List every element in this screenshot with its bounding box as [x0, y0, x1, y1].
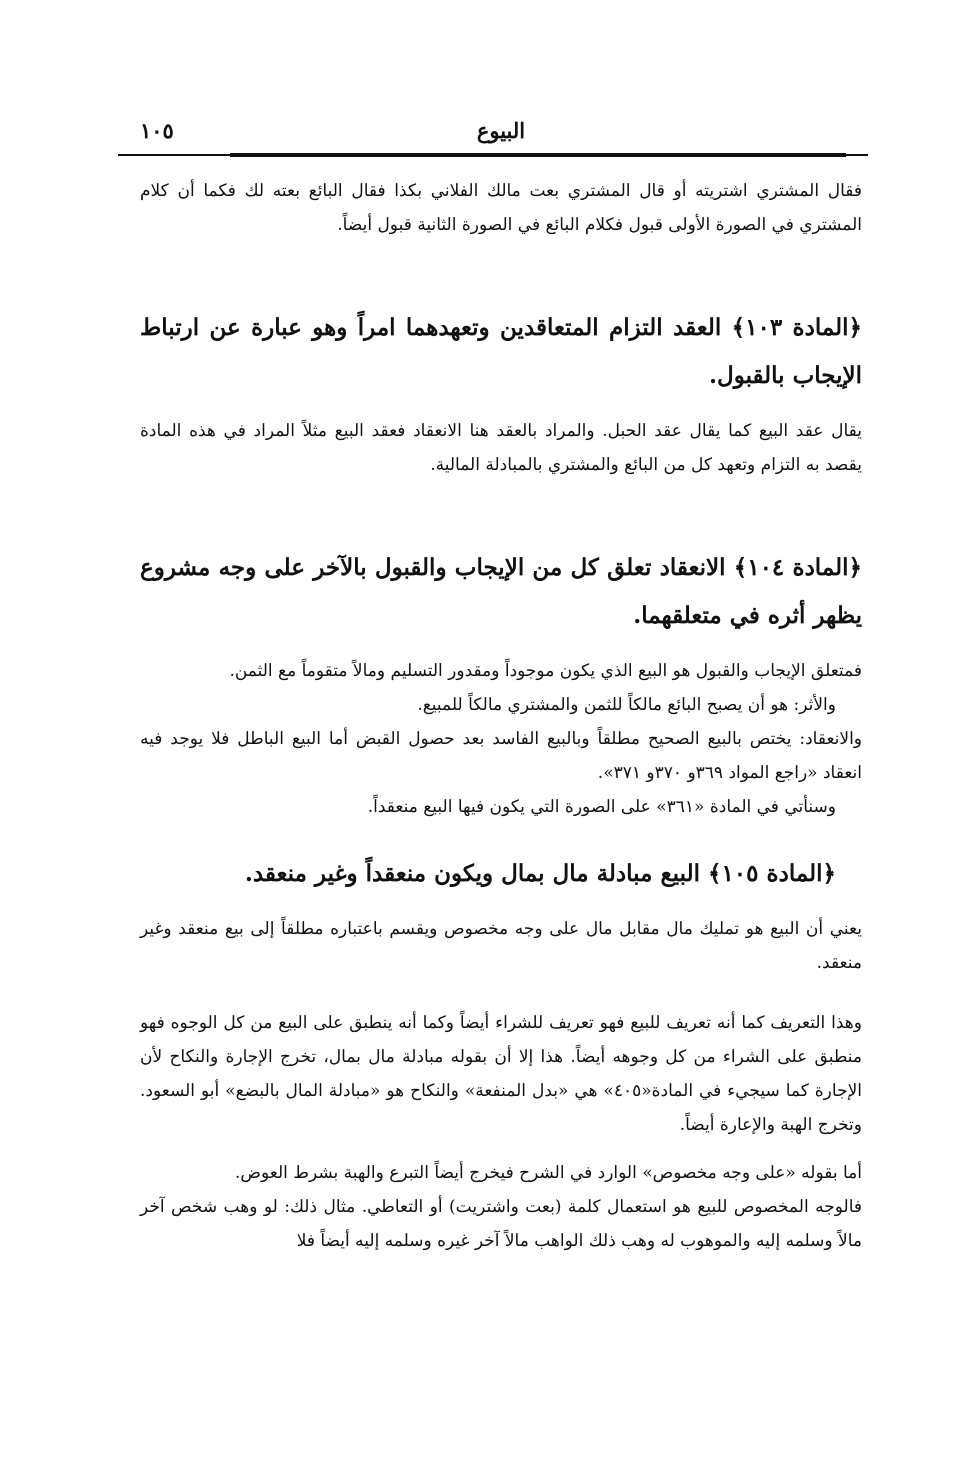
- paragraph-article-104-reference: وسنأتي في المادة «٣٦١» على الصورة التي يكون فيها البيع منعقداً.: [367, 797, 836, 817]
- spacer: [140, 400, 862, 414]
- spacer: [140, 980, 862, 1006]
- paragraph-article-104-effect: والأثر: هو أن يصبح البائع مالكاً للثمن والمشتري مالكاً للمبيع.: [417, 695, 836, 715]
- paragraph-article-105-definition: وهذا التعريف كما أنه تعريف للبيع فهو تعريف للشراء أيضاً وكما أنه ينطبق على البيع من كل الوجوه فهو منطبق على الشراء من كل وجوهه أيضاً. هذا إلا أن بقوله مبادلة مال بمال، تخرج الإجارة والنكاح لأن الإجارة كما سيجيء في المادة«٤٠٥» هي «بدل المنفعة» والنكاح هو «مبادلة المال بالبضع» أبو السعود. وتخرج الهبة والإعارة أيضاً.: [140, 1013, 862, 1135]
- spacer: [140, 242, 862, 304]
- running-header: [140, 116, 862, 150]
- paragraph-article-105-meaning: يعني أن البيع هو تمليك مال مقابل مال على وجه مخصوص ويقسم باعتباره مطلقاً إلى بيع منعقد وغير منعقد.: [140, 919, 862, 973]
- spacer: [140, 898, 862, 912]
- paragraph-article-103-commentary: يقال عقد البيع كما يقال عقد الحبل. والمراد بالعقد هنا الانعقاد فعقد البيع مثلاً المراد في هذه المادة يقصد به التزام وتعهد كل من البائع والمشتري بالمبادلة المالية.: [140, 421, 862, 475]
- paragraph-article-105-example: فالوجه المخصوص للبيع هو استعمال كلمة (بعت واشتريت) أو التعاطي. مثال ذلك: لو وهب شخص آخر مالاً وسلمه إليه والموهوب له وهب ذلك الواهب مالاً آخر غيره وسلمه إليه أيضاً فلا: [140, 1197, 862, 1251]
- spacer: [140, 482, 862, 544]
- body-text: [140, 174, 862, 1258]
- article-103: ﴿المادة ١٠٣﴾ العقد التزام المتعاقدين وتعهدهما امراً وهو عبارة عن ارتباط الإيجاب بالقبول.: [140, 314, 863, 389]
- spacer: [140, 640, 862, 654]
- chapter-title: البيوع: [476, 118, 526, 143]
- paragraph-article-104-object: فمتعلق الإيجاب والقبول هو البيع الذي يكون موجوداً ومقدور التسليم ومالاً متقوماً مع الثمن.: [229, 661, 862, 681]
- header-rule: [118, 154, 868, 156]
- article-105: ﴿المادة ١٠٥﴾ البيع مبادلة مال بمال ويكون منعقداً وغير منعقد.: [244, 860, 836, 887]
- article-104: ﴿المادة ١٠٤﴾ الانعقاد تعلق كل من الإيجاب والقبول بالآخر على وجه مشروع يظهر أثره في متعلقهما.: [140, 554, 862, 629]
- paragraph-article-104-conclusion: والانعقاد: يختص بالبيع الصحيح مطلقاً وبالبيع الفاسد بعد حصول القبض أما البيع الباطل فلا يوجد فيه انعقاد «راجع المواد ٣٦٩و ٣٧٠و ٣٧١».: [140, 729, 863, 783]
- spacer: [140, 1142, 862, 1156]
- page-number: ١٠٥: [140, 118, 174, 143]
- paragraph-intro: فقال المشتري اشتريته أو قال المشتري بعت مالك الفلاني بكذا فقال البائع بعته لك فكما أن كلام المشتري في الصورة الأولى قبول فكلام البائع في الصورة الثانية قبول أيضاً.: [140, 181, 862, 235]
- spacer: [140, 824, 862, 850]
- paragraph-article-105-specific-manner: أما بقوله «على وجه مخصوص» الوارد في الشرح فيخرج أيضاً التبرع والهبة بشرط العوض.: [235, 1163, 862, 1183]
